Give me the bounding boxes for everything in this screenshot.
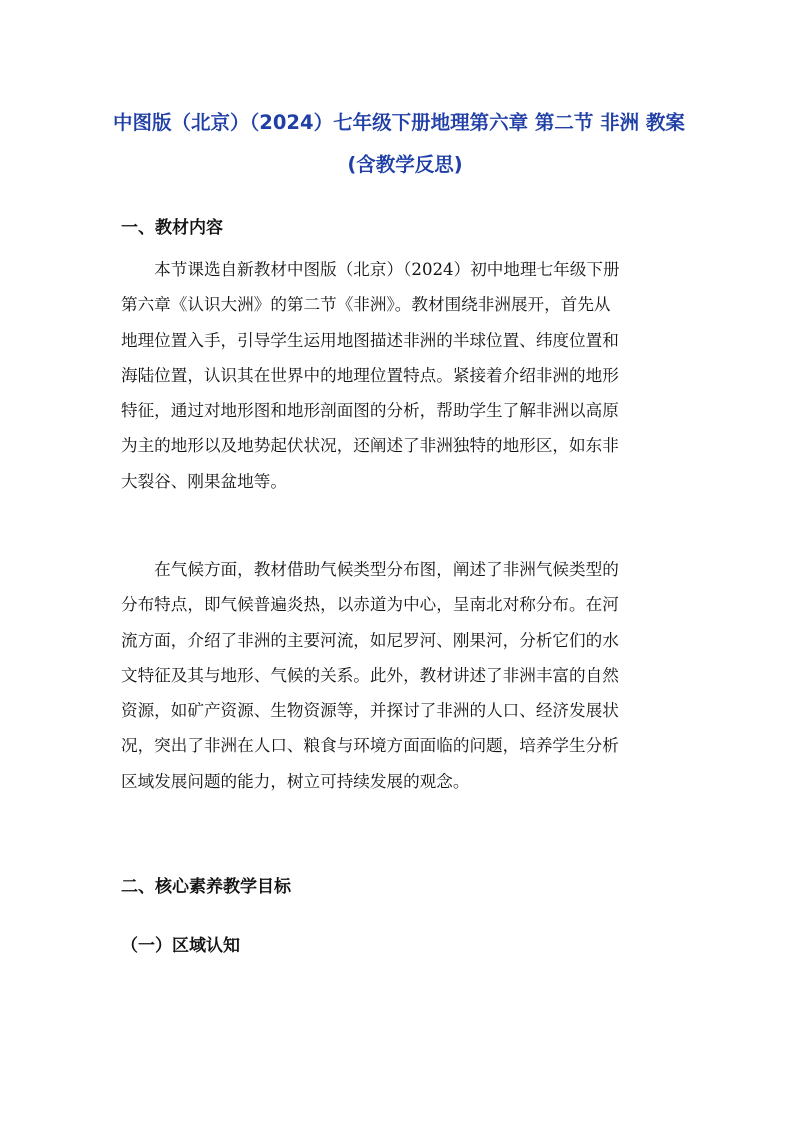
paragraph-line: 为主的地形以及地势起伏状况，还阐述了非洲独特的地形区，如东非 (121, 436, 619, 456)
paragraph-line: 流方面，介绍了非洲的主要河流，如尼罗河、刚果河，分析它们的水 (121, 630, 619, 650)
sub-heading-regional-cognition: （一）区域认知 (121, 936, 240, 956)
document-title-line-2: (含教学反思) (347, 153, 463, 176)
paragraph-line: 资源，如矿产资源、生物资源等，并探讨了非洲的人口、经济发展状 (121, 701, 619, 721)
paragraph-line: 区域发展问题的能力，树立可持续发展的观念。 (121, 771, 470, 791)
paragraph-textbook-content-2 (121, 552, 681, 799)
paragraph-line: 第六章《认识大洲》的第二节《非洲》。教材围绕非洲展开，首先从 (121, 295, 611, 315)
paragraph-line: 分布特点，即气候普遍炎热，以赤道为中心，呈南北对称分布。在河 (121, 595, 619, 615)
paragraph-line: 海陆位置，认识其在世界中的地理位置特点。紧接着介绍非洲的地形 (121, 365, 619, 385)
paragraph-line: 特征，通过对地形图和地形剖面图的分析，帮助学生了解非洲以高原 (121, 401, 619, 421)
document-title-line-1: 中图版（北京）（2024）七年级下册地理第六章 第二节 非洲 教案 (113, 111, 685, 134)
paragraph-line: 文特征及其与地形、气候的关系。此外，教材讲述了非洲丰富的自然 (121, 665, 619, 685)
paragraph-line: 本节课选自新教材中图版（北京）（2024）初中地理七年级下册 (121, 260, 620, 279)
paragraph-line: 在气候方面，教材借助气候类型分布图，阐述了非洲气候类型的 (121, 560, 619, 579)
paragraph-line: 地理位置入手，引导学生运用地图描述非洲的半球位置、纬度位置和 (121, 330, 619, 350)
section-heading-core-literacy-goals: 二、核心素养教学目标 (121, 877, 291, 897)
paragraph-textbook-content-1 (121, 252, 681, 499)
paragraph-line: 况，突出了非洲在人口、粮食与环境方面面临的问题，培养学生分析 (121, 736, 619, 756)
paragraph-line: 大裂谷、刚果盆地等。 (121, 471, 287, 491)
section-heading-textbook-content: 一、教材内容 (121, 218, 223, 238)
